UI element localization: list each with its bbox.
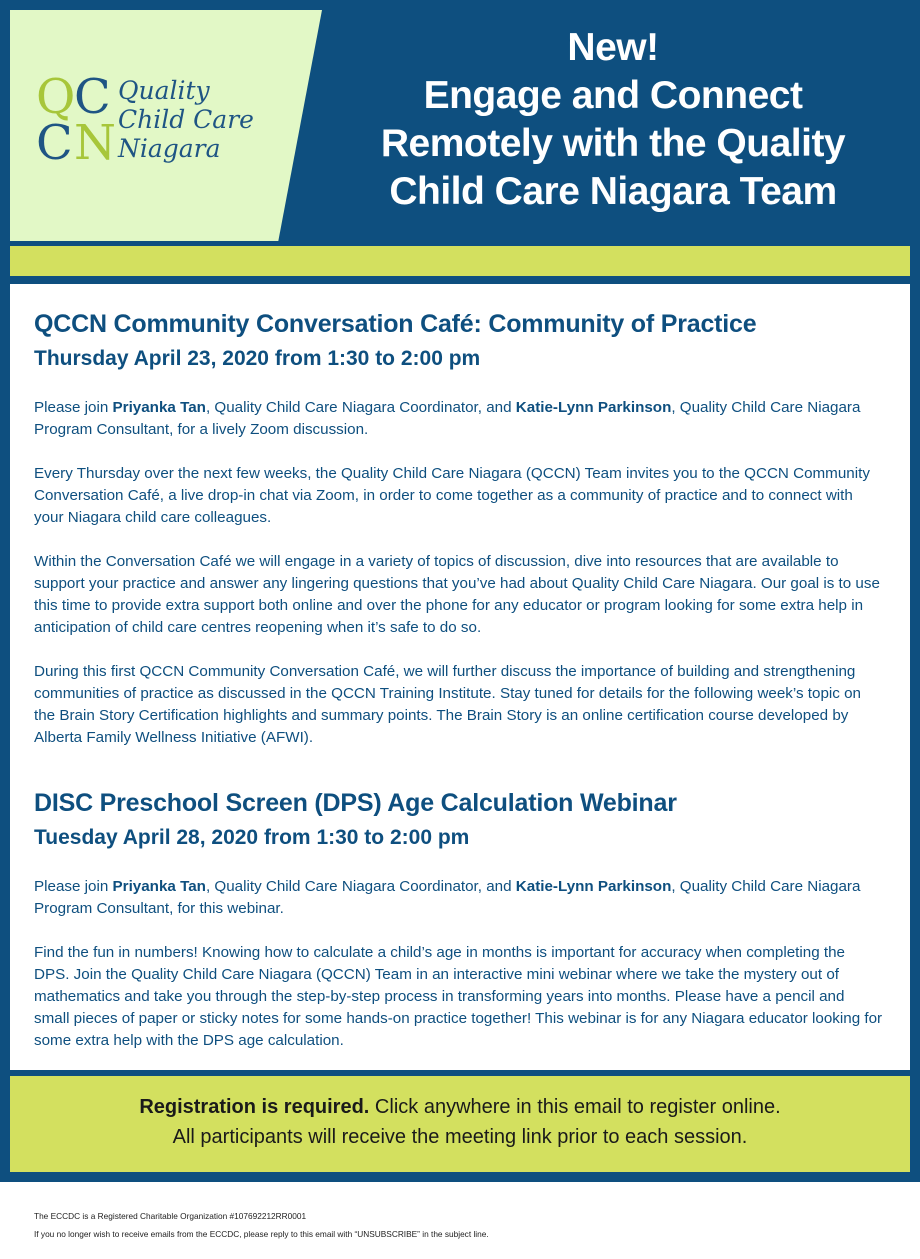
logo-letter-c2: C <box>36 115 73 171</box>
registration-banner[interactable] <box>10 1076 910 1172</box>
host-name: Priyanka Tan <box>112 399 206 416</box>
headline-line-4: Child Care Niagara Team <box>389 170 837 213</box>
host-name: Katie-Lynn Parkinson <box>515 878 672 895</box>
logo-wordmark <box>118 76 254 163</box>
registration-line-1: Registration is required. Click anywhere in this email to register online. <box>139 1096 781 1118</box>
logo-line-child-care: Child Care <box>118 105 254 134</box>
header-divider-band <box>10 246 910 276</box>
registration-required: Registration is required. <box>139 1096 370 1118</box>
event-cafe-paragraph: During this first QCCN Community Conversation Café, we will further discuss the importance of building and strengthening communities of practice as discussed in the QCCN Training Institute. Stay tuned for details for the following week’s topic on the Brain Story Certification highlights and summary points. The Brain Story is an online certification course developed by Alberta Family Wellness Initiative (AFWI). <box>34 663 861 746</box>
event-cafe-paragraph: Every Thursday over the next few weeks, the Quality Child Care Niagara (QCCN) Team invites you to the QCCN Community Conversation Café, a live drop-in chat via Zoom, in order to come together as a community of practice and to connect with your Niagara child care colleagues. <box>34 465 870 526</box>
logo-letter-n: N <box>74 115 116 171</box>
event-cafe-intro: Please join Priyanka Tan, Quality Child Care Niagara Coordinator, and Katie-Lynn Parkinson, Quality Child Care Niagara Program Consultant, for a lively Zoom discussion. <box>34 399 861 438</box>
footer-unsubscribe-notice: If you no longer wish to receive emails from the ECCDC, please reply to this email with “UNSUBSCRIBE” in the subject line. <box>34 1229 489 1239</box>
headline-line-3: Remotely with the Quality <box>380 122 846 165</box>
registration-line-2: All participants will receive the meeting link prior to each session. <box>172 1126 748 1148</box>
event-webinar-paragraph: Find the fun in numbers! Knowing how to calculate a child’s age in months is important for accuracy when completing the DPS. Join the Quality Child Care Niagara (QCCN) Team in an interactive mini webinar where we take the mystery out of mathematics and take you through the step-by-step process in transforming years into months. Please have a pencil and small pieces of paper or sticky notes for some hands-on practice together! This webinar is for any Niagara educator looking for some extra help with the DPS age calculation. <box>34 944 883 1049</box>
event-webinar-intro: Please join Priyanka Tan, Quality Child Care Niagara Coordinator, and Katie-Lynn Parkinson, Quality Child Care Niagara Program Consultant, for this webinar. <box>34 878 861 917</box>
headline <box>330 24 896 216</box>
logo-line-niagara: Niagara <box>118 134 221 163</box>
logo-letter-q: Q <box>36 69 76 125</box>
event-cafe <box>34 310 884 749</box>
footer-charity-notice: The ECCDC is a Registered Charitable Organization #107692212RR0001 <box>34 1211 307 1221</box>
logo-letter-c1: C <box>74 69 111 125</box>
event-webinar-date: Tuesday April 28, 2020 from 1:30 to 2:00 pm <box>34 826 470 849</box>
event-cafe-date: Thursday April 23, 2020 from 1:30 to 2:00 pm <box>34 347 481 370</box>
main-content[interactable] <box>10 284 910 1070</box>
logo-monogram <box>36 69 116 171</box>
headline-line-1: New! <box>567 26 659 69</box>
headline-line-2: Engage and Connect <box>423 74 803 117</box>
event-webinar <box>34 789 884 1052</box>
host-name: Katie-Lynn Parkinson <box>515 399 672 416</box>
event-cafe-paragraph: Within the Conversation Café we will engage in a variety of topics of discussion, dive into resources that are available to support your practice and answer any lingering questions that you’ve had about Quality Child Care Niagara. Our goal is to use this time to provide extra support both online and over the phone for any educator or program looking for some extra help in anticipation of child care centres reopening when it’s safe to do so. <box>34 553 880 636</box>
host-name: Priyanka Tan <box>112 878 206 895</box>
event-webinar-title: DISC Preschool Screen (DPS) Age Calculation Webinar <box>34 789 677 817</box>
logo-line-quality: Quality <box>118 76 210 105</box>
event-cafe-title: QCCN Community Conversation Café: Community of Practice <box>34 310 757 338</box>
qccn-logo[interactable] <box>36 69 286 171</box>
